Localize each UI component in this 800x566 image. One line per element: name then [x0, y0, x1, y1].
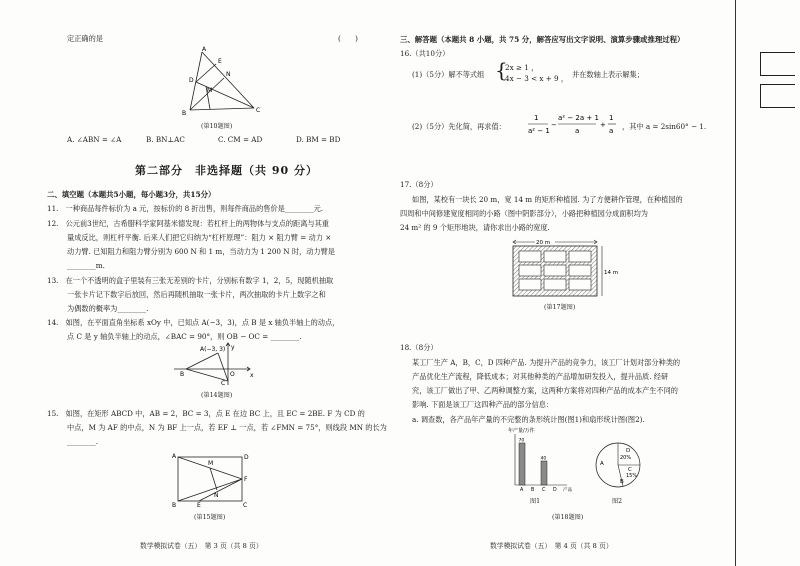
bar-chart-xlabel: 产品 — [563, 488, 573, 493]
q10-option-c: C. CM = AD — [218, 135, 263, 144]
fig15-label-e: E — [197, 502, 201, 508]
fig10-label-n: N — [226, 71, 231, 78]
q18-bar-chart — [505, 425, 577, 495]
q13-line-1: 13. 在一个不透明的盒子里装有三张无差别的卡片，分别标有数字 1，2，5，现随机抽取 — [47, 276, 334, 285]
fig14-label-a: A(−3, 3) — [200, 346, 226, 353]
q15-line-3: ________. — [67, 437, 99, 446]
q10-option-d: D. BM = BD — [296, 135, 341, 144]
fig14-label-x: x — [250, 372, 254, 379]
q17-figure-caption: (第17题图) — [544, 304, 576, 311]
q18-line-4: 影响. 下面是该工厂这四种产品的部分信息： — [412, 400, 554, 409]
expr-num-2: a² − 2a + 1 — [558, 114, 599, 122]
q16-part2-expression — [528, 111, 620, 139]
fig15-label-c: C — [243, 502, 248, 508]
q18-line-3: 究，该工厂做出了甲、乙两种调整方案，这两种方案将对四种产品的成本产生不同的 — [412, 386, 678, 395]
q17-figure — [505, 236, 625, 300]
fig15-label-f: F — [244, 476, 248, 483]
q11: 11. 一种商品每件标价为 a 元，按标价的 8 折出售，则每件商品的售价是________元. — [47, 204, 324, 213]
fig15-label-d: D — [244, 454, 249, 461]
q16-part1-suffix: 并在数轴上表示解集； — [572, 70, 644, 79]
q14-figure — [170, 341, 256, 387]
q18-head: 18.（8分） — [400, 343, 438, 352]
fig10-label-a: A — [202, 46, 207, 53]
q15-figure-caption: (第15题图) — [194, 514, 226, 521]
q17-line-3: 24 m² 的 9 个矩形地块，请你求出小路的宽度. — [400, 223, 550, 232]
bar-value-label-A: 70 — [518, 438, 525, 444]
pie-pct-c: 15% — [626, 473, 638, 479]
q14-line-1: 14. 如图，在平面直角坐标系 xOy 中，已知点 A(−3，3)，点 B 是 x 轴负半轴上的动点， — [47, 318, 340, 327]
q14-figure-caption: (第14题图) — [201, 392, 233, 399]
expr-den-2: a — [575, 127, 580, 135]
q18-line-1: 某工厂生产 A，B，C，D 四种产品. 为提升产品的竞争力，该工厂计划对部分种类的 — [412, 358, 681, 367]
q17-line-2: 四周和中间修建宽度相同的小路（图中阴影部分），小路把种植园分成面积均为 — [400, 209, 648, 218]
answer-section-header: 三、解答题（本题共 8 小题，共 75 分，解答应写出文字说明、演算步骤或推理过程） — [400, 35, 685, 44]
expr-minus: − — [551, 121, 557, 129]
part2-title: 第二部分 非选择题（共 90 分） — [135, 164, 318, 177]
q10-answer-paren: ( ) — [338, 34, 358, 43]
q15-figure — [172, 452, 250, 508]
margin-box-2 — [760, 84, 795, 108]
right-page-footer: 数学模拟试卷（五） 第 4 页（共 8 页） — [490, 542, 613, 550]
fig17-height-label: 14 m — [604, 270, 619, 276]
fig14-label-o: O — [230, 371, 235, 378]
q18-item-a: a. 调查数，各产品年产量的不完整的条形统计图(图1)和扇形统计图(图2). — [412, 415, 645, 424]
q10-figure — [176, 46, 266, 122]
bar-A — [519, 443, 525, 485]
pie-label-a: A — [600, 461, 604, 467]
q16-system-line-2: 4x − 3 < x + 9 ， — [505, 74, 569, 83]
q16-head: 16.（共10分） — [400, 49, 450, 58]
sheet-edge-line — [735, 0, 736, 566]
fig15-label-n: N — [214, 492, 219, 499]
bar-chart-ylabel: 年产量/万件 — [508, 428, 535, 434]
q16-system-line-1: 2x ≥ 1 ， — [505, 63, 539, 72]
q13-line-2: 一张卡片记下数字后放回，然后再随机抽取一张卡片，两次抽取的卡片上数字之和 — [67, 290, 326, 299]
q17-head: 17.（8分） — [400, 180, 438, 189]
q18-pie-chart — [590, 437, 646, 493]
fig15-label-a: A — [172, 453, 177, 460]
fig14-label-b: B — [180, 371, 185, 378]
pie-pct-d: 20% — [620, 455, 632, 461]
bar-category-label-C: C — [542, 488, 546, 493]
fill-in-header: 二、填空题（本题共5小题，每小题3分，共15分） — [47, 190, 216, 199]
q13-line-3: 为偶数的概率为________. — [67, 304, 149, 313]
fig17-width-label: 20 m — [536, 240, 551, 246]
q16-part1-prefix: (1)（5分）解不等式组 — [412, 70, 485, 79]
q12-line-3: 动力臂. 已知阻力和阻力臂分别为 600 N 和 1 m，当动力为 1 200 N 时，动力臂是 — [67, 247, 335, 256]
fig10-label-e: E — [218, 58, 222, 65]
fig10-label-c: C — [256, 107, 261, 114]
left-page-footer: 数学模拟试卷（五） 第 3 页（共 8 页） — [140, 542, 263, 550]
expr-den-1: a² − 1 — [528, 127, 550, 135]
margin-box-1 — [760, 52, 795, 76]
pie-label-d: D — [626, 448, 631, 454]
q12-line-2: 量成反比，则杠杆平衡. 后来人们把它归纳为“杠杆原理”：阻力 × 阻力臂 = 动力 × — [67, 233, 332, 242]
pie-chart-caption: 图2 — [612, 498, 623, 505]
expr-num-3: 1 — [609, 114, 614, 122]
fig15-label-b: B — [172, 502, 177, 508]
garden-plots — [519, 251, 591, 290]
expr-den-3: a — [609, 127, 614, 135]
q10-stem-end: 定正确的是 — [67, 34, 103, 43]
fig15-label-m: M — [208, 460, 214, 467]
q16-part2-suffix: ，其中 a = 2sin60° − 1. — [622, 122, 707, 131]
bar-category-label-A: A — [520, 488, 524, 493]
q10-option-a: A. ∠ABN = ∠A — [67, 135, 122, 144]
bar-value-label-C: 40 — [540, 456, 547, 462]
bar-chart-caption: 图1 — [530, 498, 541, 505]
q15-line-1: 15. 如图，在矩形 ABCD 中，AB = 2，BC = 3，点 E 在边 BC 上，且 EC = 2BE. F 为 CD 的 — [47, 409, 365, 418]
expr-num-1: 1 — [534, 114, 539, 122]
q16-part2-prefix: (2)（5分）先化简，再求值： — [412, 122, 506, 131]
pie-label-b: B — [620, 479, 624, 485]
fig14-label-c: C — [221, 380, 226, 387]
fig10-label-d: D — [189, 77, 194, 84]
pie-label-c: C — [628, 467, 632, 473]
fig10-label-m: M — [207, 87, 213, 94]
q12-line-4: ________m. — [67, 261, 105, 270]
q18-line-2: 产品优化生产流程，降低成本；对其他种类的产品增加研发投入，提升品质. 经研 — [412, 372, 669, 381]
bar-category-label-B: B — [531, 488, 535, 493]
fig10-label-b: B — [182, 110, 187, 117]
bar-category-label-D: D — [553, 488, 557, 493]
q16-system-brace: { — [495, 58, 508, 82]
q10-figure-caption: (第10题图) — [201, 123, 233, 130]
expr-plus: + — [600, 121, 606, 129]
q12-line-1: 12. 公元前3世纪，古希腊科学家阿基米德发现：若杠杆上的两物体与支点的距离与其重 — [47, 219, 329, 228]
q17-line-1: 如图，某校有一块长 20 m，宽 14 m 的矩形种植园. 为了方便耕作管理，在种植园的 — [412, 195, 683, 204]
bar-C — [541, 461, 547, 485]
q10-option-b: B. BN⊥AC — [146, 135, 185, 144]
q18-figure-caption: (第18题图) — [552, 514, 584, 521]
q15-line-2: 中点，M 为 AF 的中点，N 为 BF 上一点，若 EF ⊥ 一点，若 ∠FMN = 75°，则线段 MN 的长为 — [67, 423, 387, 432]
fig14-label-y: y — [231, 344, 235, 351]
q14-line-2: 点 C 是 y 轴负半轴上的动点，∠BAC = 90°，则 OB − OC = ________. — [67, 332, 302, 341]
